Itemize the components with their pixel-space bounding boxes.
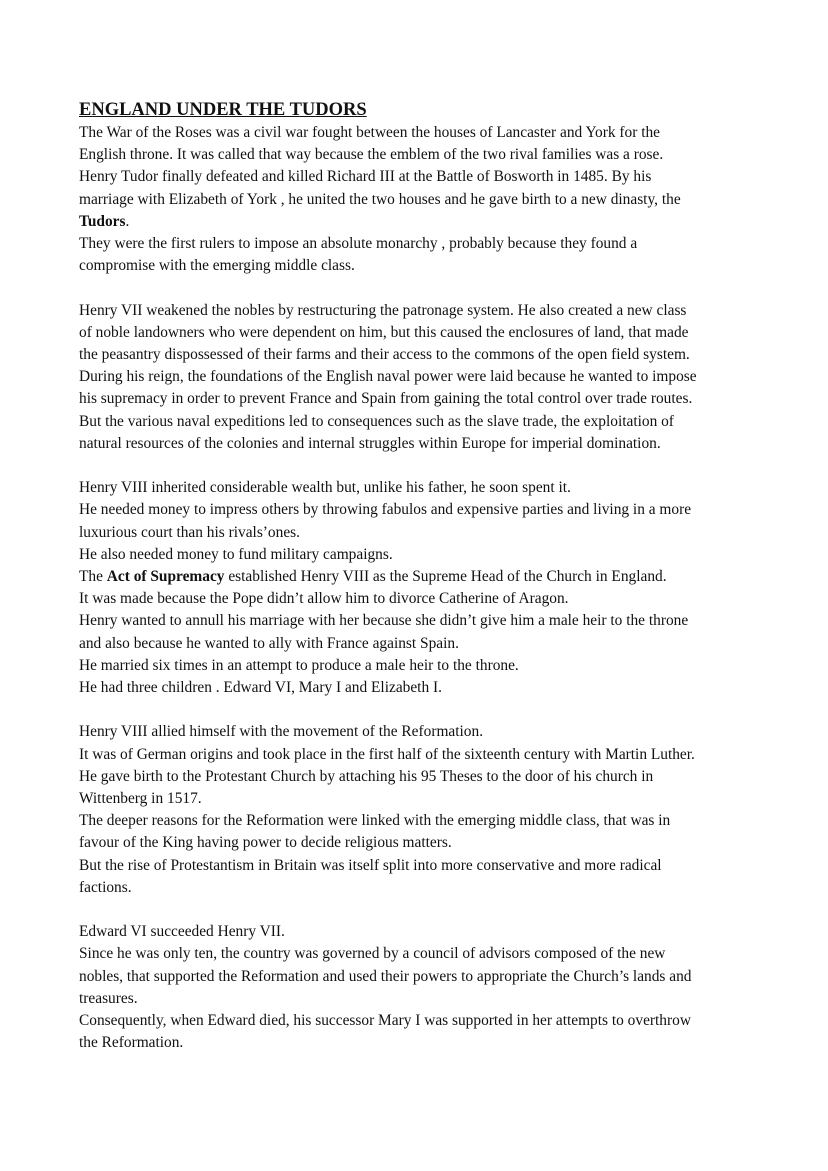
document-title: ENGLAND UNDER THE TUDORS — [79, 100, 367, 120]
paragraph-gap — [79, 899, 759, 921]
text-line: Consequently, when Edward died, his successor Mary I was supported in her attempts to overthrow — [79, 1012, 691, 1030]
text-line: factions. — [79, 878, 132, 896]
text-line: But the rise of Protestantism in Britain was itself split into more conservative and more radical — [79, 856, 662, 874]
text-line: Henry VII weakened the nobles by restructuring the patronage system. He also created a new class — [79, 301, 687, 319]
text-line: The War of the Roses was a civil war fought between the houses of Lancaster and York for the — [79, 124, 661, 141]
text-line: It was of German origins and took place in the first half of the sixteenth century with Martin Luther. — [79, 745, 695, 763]
text-line: nobles, that supported the Reformation and used their powers to appropriate the Church’s lands and — [79, 967, 692, 985]
paragraph-henry-vii — [79, 300, 759, 455]
text-line: He needed money to impress others by throwing fabulos and expensive parties and living in a more — [79, 501, 692, 519]
text-line: treasures. — [79, 989, 138, 1007]
text-line: Edward VI succeeded Henry VII. — [79, 923, 285, 941]
text-line: English throne. It was called that way because the emblem of the two rival families was a rose. — [79, 146, 664, 164]
text-fragment: The — [79, 568, 107, 586]
paragraph-wars-of-roses — [79, 122, 759, 277]
text-line: He gave birth to the Protestant Church by attaching his 95 Theses to the door of his church in — [79, 767, 654, 785]
text-line — [79, 566, 759, 588]
text-line: natural resources of the colonies and internal struggles within Europe for imperial domination. — [79, 434, 661, 452]
text-fragment: . — [125, 212, 130, 230]
bold-term-act-of-supremacy: Act of Supremacy — [106, 568, 225, 586]
text-line: Henry wanted to annull his marriage with her because she didn’t give him a male heir to the throne — [79, 612, 689, 630]
text-line: of noble landowners who were dependent on him, but this caused the enclosures of land, that made — [79, 323, 689, 341]
text-line: They were the first rulers to impose an absolute monarchy , probably because they found a — [79, 235, 638, 253]
text-fragment: established Henry VIII as the Supreme Head of the Church in England. — [224, 568, 667, 586]
text-line: Henry VIII inherited considerable wealth but, unlike his father, he soon spent it. — [79, 479, 571, 497]
text-line: Henry VIII allied himself with the movement of the Reformation. — [79, 723, 484, 741]
text-line: Henry Tudor finally defeated and killed Richard III at the Battle of Bosworth in 1485. By his — [79, 168, 652, 186]
paragraph-henry-viii — [79, 477, 759, 699]
text-line: favour of the King having power to decide religious matters. — [79, 834, 452, 852]
text-line: He had three children . Edward VI, Mary I and Elizabeth I. — [79, 679, 442, 697]
text-line: During his reign, the foundations of the English naval power were laid because he wanted to impose — [79, 368, 697, 386]
text-line: the peasantry dispossessed of their farms and their access to the commons of the open field system. — [79, 346, 690, 364]
text-line: The deeper reasons for the Reformation were linked with the emerging middle class, that was in — [79, 812, 671, 830]
text-line: luxurious court than his rivals’ones. — [79, 523, 300, 541]
paragraph-gap — [79, 455, 759, 477]
text-line: He married six times in an attempt to produce a male heir to the throne. — [79, 656, 519, 674]
text-line: his supremacy in order to prevent France and Spain from gaining the total control over trade routes. — [79, 390, 693, 408]
text-line — [79, 211, 759, 233]
text-line: But the various naval expeditions led to consequences such as the slave trade, the exploitation of — [79, 412, 674, 430]
text-line: Wittenberg in 1517. — [79, 790, 202, 808]
text-line: the Reformation. — [79, 1034, 184, 1052]
bold-term-tudors: Tudors — [79, 212, 126, 230]
text-line: compromise with the emerging middle class. — [79, 257, 355, 275]
document-page — [79, 98, 759, 1054]
text-line: and also because he wanted to ally with France against Spain. — [79, 634, 459, 652]
paragraph-gap — [79, 277, 759, 299]
text-line: Since he was only ten, the country was governed by a council of advisors composed of the new — [79, 945, 666, 963]
paragraph-reformation — [79, 721, 759, 899]
text-line: He also needed money to fund military campaigns. — [79, 545, 393, 563]
paragraph-gap — [79, 699, 759, 721]
text-line: marriage with Elizabeth of York , he united the two houses and he gave birth to a new dinasty, the — [79, 190, 681, 208]
paragraph-edward-vi — [79, 921, 759, 1054]
text-line: It was made because the Pope didn’t allow him to divorce Catherine of Aragon. — [79, 590, 569, 608]
